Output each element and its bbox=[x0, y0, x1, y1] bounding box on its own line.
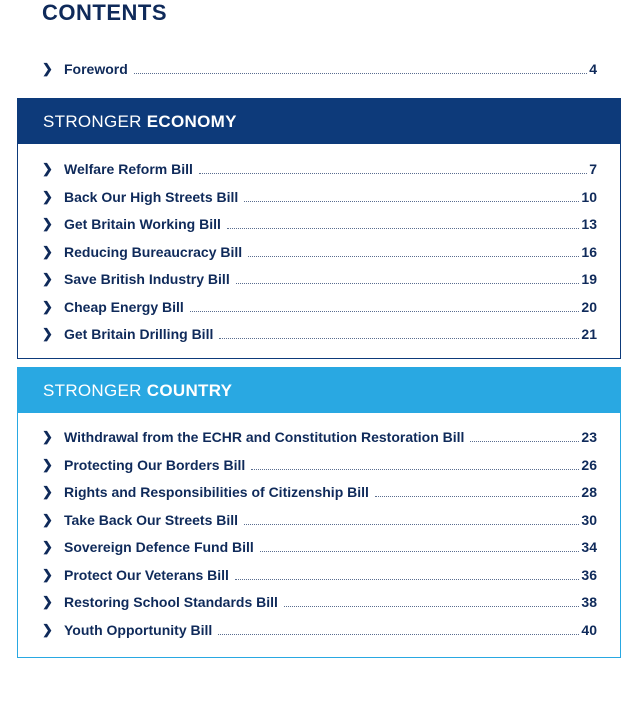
dot-leader bbox=[199, 173, 587, 174]
toc-entry-label: Sovereign Defence Fund Bill bbox=[64, 539, 254, 555]
toc-entry-label: Restoring School Standards Bill bbox=[64, 594, 278, 610]
toc-entry[interactable] bbox=[42, 619, 597, 639]
section-header-prefix: STRONGER bbox=[43, 380, 142, 400]
chevron-right-icon: ❯ bbox=[42, 244, 53, 259]
section-header-economy bbox=[18, 99, 620, 144]
toc-entry-label: Youth Opportunity Bill bbox=[64, 622, 213, 638]
chevron-right-icon: ❯ bbox=[42, 512, 53, 527]
dot-leader bbox=[218, 634, 579, 635]
dot-leader bbox=[260, 551, 580, 552]
dot-leader bbox=[236, 283, 580, 284]
toc-entry-page: 7 bbox=[589, 161, 597, 177]
section-header-country bbox=[18, 368, 620, 413]
toc-entry[interactable] bbox=[42, 591, 597, 611]
toc-entry[interactable] bbox=[42, 426, 597, 446]
toc-entry-page: 30 bbox=[581, 512, 597, 528]
toc-entry-label: Reducing Bureaucracy Bill bbox=[64, 244, 243, 260]
dot-leader bbox=[134, 73, 587, 74]
toc-entry-page: 28 bbox=[581, 484, 597, 500]
toc-entry[interactable] bbox=[42, 158, 597, 178]
toc-entry-label: Foreword bbox=[64, 61, 128, 77]
dot-leader bbox=[244, 524, 579, 525]
toc-entry-foreword[interactable] bbox=[42, 58, 597, 78]
chevron-right-icon: ❯ bbox=[42, 539, 53, 554]
chevron-right-icon: ❯ bbox=[42, 299, 53, 314]
chevron-right-icon: ❯ bbox=[42, 189, 53, 204]
dot-leader bbox=[284, 606, 580, 607]
chevron-right-icon: ❯ bbox=[42, 61, 53, 76]
dot-leader bbox=[190, 311, 580, 312]
toc-entry-page: 36 bbox=[581, 567, 597, 583]
toc-entry-page: 20 bbox=[581, 299, 597, 315]
section-header-bold: ECONOMY bbox=[146, 111, 237, 131]
dot-leader bbox=[375, 496, 580, 497]
dot-leader bbox=[248, 256, 579, 257]
contents-title: CONTENTS bbox=[42, 0, 167, 25]
toc-entry[interactable] bbox=[42, 241, 597, 261]
chevron-right-icon: ❯ bbox=[42, 161, 53, 176]
chevron-right-icon: ❯ bbox=[42, 326, 53, 341]
dot-leader bbox=[219, 338, 579, 339]
toc-entry[interactable] bbox=[42, 186, 597, 206]
toc-entry-label: Save British Industry Bill bbox=[64, 271, 230, 287]
dot-leader bbox=[227, 228, 580, 229]
section-header-prefix: STRONGER bbox=[43, 111, 142, 131]
toc-entry-page: 23 bbox=[581, 429, 597, 445]
toc-entry-page: 10 bbox=[581, 189, 597, 205]
toc-entry-page: 4 bbox=[589, 61, 597, 77]
dot-leader bbox=[470, 441, 579, 442]
toc-entry-label: Withdrawal from the ECHR and Constitution Restoration Bill bbox=[64, 429, 465, 445]
toc-entry-page: 13 bbox=[581, 216, 597, 232]
chevron-right-icon: ❯ bbox=[42, 271, 53, 286]
chevron-right-icon: ❯ bbox=[42, 567, 53, 582]
chevron-right-icon: ❯ bbox=[42, 457, 53, 472]
toc-entry-page: 19 bbox=[581, 271, 597, 287]
chevron-right-icon: ❯ bbox=[42, 594, 53, 609]
toc-entry-page: 26 bbox=[581, 457, 597, 473]
chevron-right-icon: ❯ bbox=[42, 429, 53, 444]
dot-leader bbox=[251, 469, 579, 470]
toc-entry-page: 40 bbox=[581, 622, 597, 638]
toc-entry[interactable] bbox=[42, 536, 597, 556]
toc-entry[interactable] bbox=[42, 454, 597, 474]
toc-entry-label: Take Back Our Streets Bill bbox=[64, 512, 239, 528]
toc-entry[interactable] bbox=[42, 296, 597, 316]
toc-entry[interactable] bbox=[42, 268, 597, 288]
toc-entry-label: Get Britain Working Bill bbox=[64, 216, 221, 232]
toc-entry-page: 34 bbox=[581, 539, 597, 555]
chevron-right-icon: ❯ bbox=[42, 622, 53, 637]
dot-leader bbox=[244, 201, 579, 202]
toc-entry[interactable] bbox=[42, 564, 597, 584]
toc-entry-label: Welfare Reform Bill bbox=[64, 161, 193, 177]
section-header-bold: COUNTRY bbox=[146, 380, 233, 400]
toc-entry[interactable] bbox=[42, 323, 597, 343]
toc-entry-page: 21 bbox=[581, 326, 597, 342]
toc-entry-label: Back Our High Streets Bill bbox=[64, 189, 239, 205]
toc-entry-label: Get Britain Drilling Bill bbox=[64, 326, 214, 342]
toc-entry[interactable] bbox=[42, 509, 597, 529]
toc-entry[interactable] bbox=[42, 213, 597, 233]
toc-entry-label: Protect Our Veterans Bill bbox=[64, 567, 229, 583]
toc-entry-label: Cheap Energy Bill bbox=[64, 299, 184, 315]
toc-entry-page: 38 bbox=[581, 594, 597, 610]
dot-leader bbox=[235, 579, 579, 580]
chevron-right-icon: ❯ bbox=[42, 216, 53, 231]
toc-entry-label: Rights and Responsibilities of Citizenship Bill bbox=[64, 484, 369, 500]
toc-entry-page: 16 bbox=[581, 244, 597, 260]
toc-entry[interactable] bbox=[42, 481, 597, 501]
chevron-right-icon: ❯ bbox=[42, 484, 53, 499]
toc-entry-label: Protecting Our Borders Bill bbox=[64, 457, 246, 473]
